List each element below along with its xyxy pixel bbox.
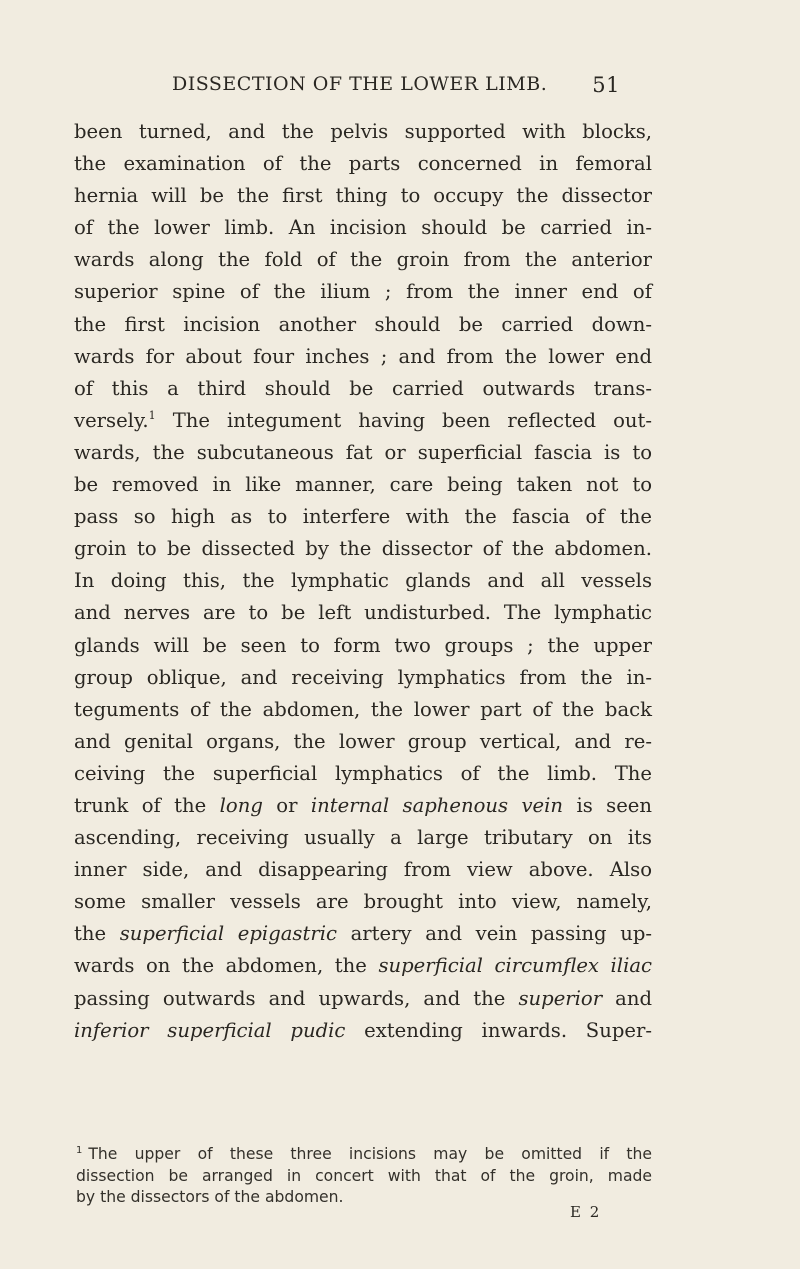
text-line: pass so high as to interfere with the fascia of the <box>74 505 652 529</box>
text-line: wards for about four inches ; and from the lower end <box>74 344 652 368</box>
italic-term: superficial epigastric <box>119 922 337 946</box>
text-line <box>74 1015 652 1047</box>
text-line: teguments of the abdomen, the lower part of the back <box>74 697 652 721</box>
text-fragment: versely. <box>74 408 149 432</box>
text-line: groin to be dissected by the dissector of the abdomen. <box>74 537 652 561</box>
footnote-line: dissection be arranged in concert with that of the groin, made <box>76 1166 652 1185</box>
text-line: superior spine of the ilium ; from the inner end of <box>74 280 652 304</box>
text-line: and genital organs, the lower group vertical, and re- <box>74 729 652 753</box>
text-line: been turned, and the pelvis supported with blocks, <box>74 120 652 143</box>
text-line: be removed in like manner, care being taken not to <box>74 473 652 497</box>
text-line: and nerves are to be left undisturbed. The lymphatic <box>74 601 652 625</box>
text-line: inner side, and disappearing from view above. Also <box>74 858 652 882</box>
text-line: the examination of the parts concerned in femoral <box>74 152 652 176</box>
text-fragment: the <box>74 922 107 946</box>
text-line: the first incision another should be carried down- <box>74 312 652 336</box>
text-fragment: extending inwards. Super- <box>364 1018 652 1042</box>
italic-term: inferior superficial pudic <box>74 1018 346 1042</box>
signature-mark: E 2 <box>570 1203 602 1221</box>
body-text <box>74 116 652 1047</box>
italic-term: superior <box>518 986 603 1010</box>
italic-term: long <box>219 793 263 817</box>
text-fragment: wards on the abdomen, the <box>74 954 367 978</box>
text-line: some smaller vessels are brought into view, namely, <box>74 890 652 914</box>
page-number: 51 <box>592 73 620 97</box>
text-line <box>74 405 652 437</box>
footnote-reference: 1 <box>148 408 156 422</box>
text-line <box>74 950 652 982</box>
italic-term: internal saphenous vein <box>310 793 564 817</box>
text-fragment: trunk of the <box>74 793 207 817</box>
text-fragment: passing outwards and upwards, and the <box>74 986 506 1010</box>
footnote-line: by the dissectors of the abdomen. <box>76 1188 344 1206</box>
text-fragment: or <box>276 793 298 817</box>
footnote-line <box>76 1140 652 1166</box>
text-line <box>74 983 652 1015</box>
italic-term: superficial circumflex iliac <box>378 954 652 978</box>
text-fragment: The integument having been reflected out- <box>172 408 652 432</box>
footnote <box>76 1140 652 1209</box>
running-head-title: DISSECTION OF THE LOWER LIMB. <box>172 73 548 95</box>
text-fragment: artery and vein passing up- <box>350 922 653 946</box>
text-line <box>74 790 652 822</box>
text-fragment: The upper of these three incisions may be omitted if the <box>88 1145 652 1163</box>
text-line: of this a third should be carried outwards trans- <box>74 376 652 400</box>
text-line: group oblique, and receiving lymphatics from the in- <box>74 665 652 689</box>
text-line: wards, the subcutaneous fat or superficial fascia is to <box>74 440 652 464</box>
text-line: ascending, receiving usually a large tributary on its <box>74 826 652 850</box>
text-line: hernia will be the first thing to occupy the dissector <box>74 184 652 208</box>
text-line <box>74 918 652 950</box>
text-line: ceiving the superficial lymphatics of the limb. The <box>74 761 652 785</box>
text-line: glands will be seen to form two groups ; the upper <box>74 633 652 657</box>
text-line: wards along the fold of the groin from the anterior <box>74 248 652 272</box>
text-line: of the lower limb. An incision should be carried in- <box>74 216 652 240</box>
text-line: In doing this, the lymphatic glands and all vessels <box>74 569 652 593</box>
text-fragment: is seen <box>576 793 653 817</box>
footnote-marker: 1 <box>76 1145 83 1156</box>
text-fragment: and <box>615 986 653 1010</box>
